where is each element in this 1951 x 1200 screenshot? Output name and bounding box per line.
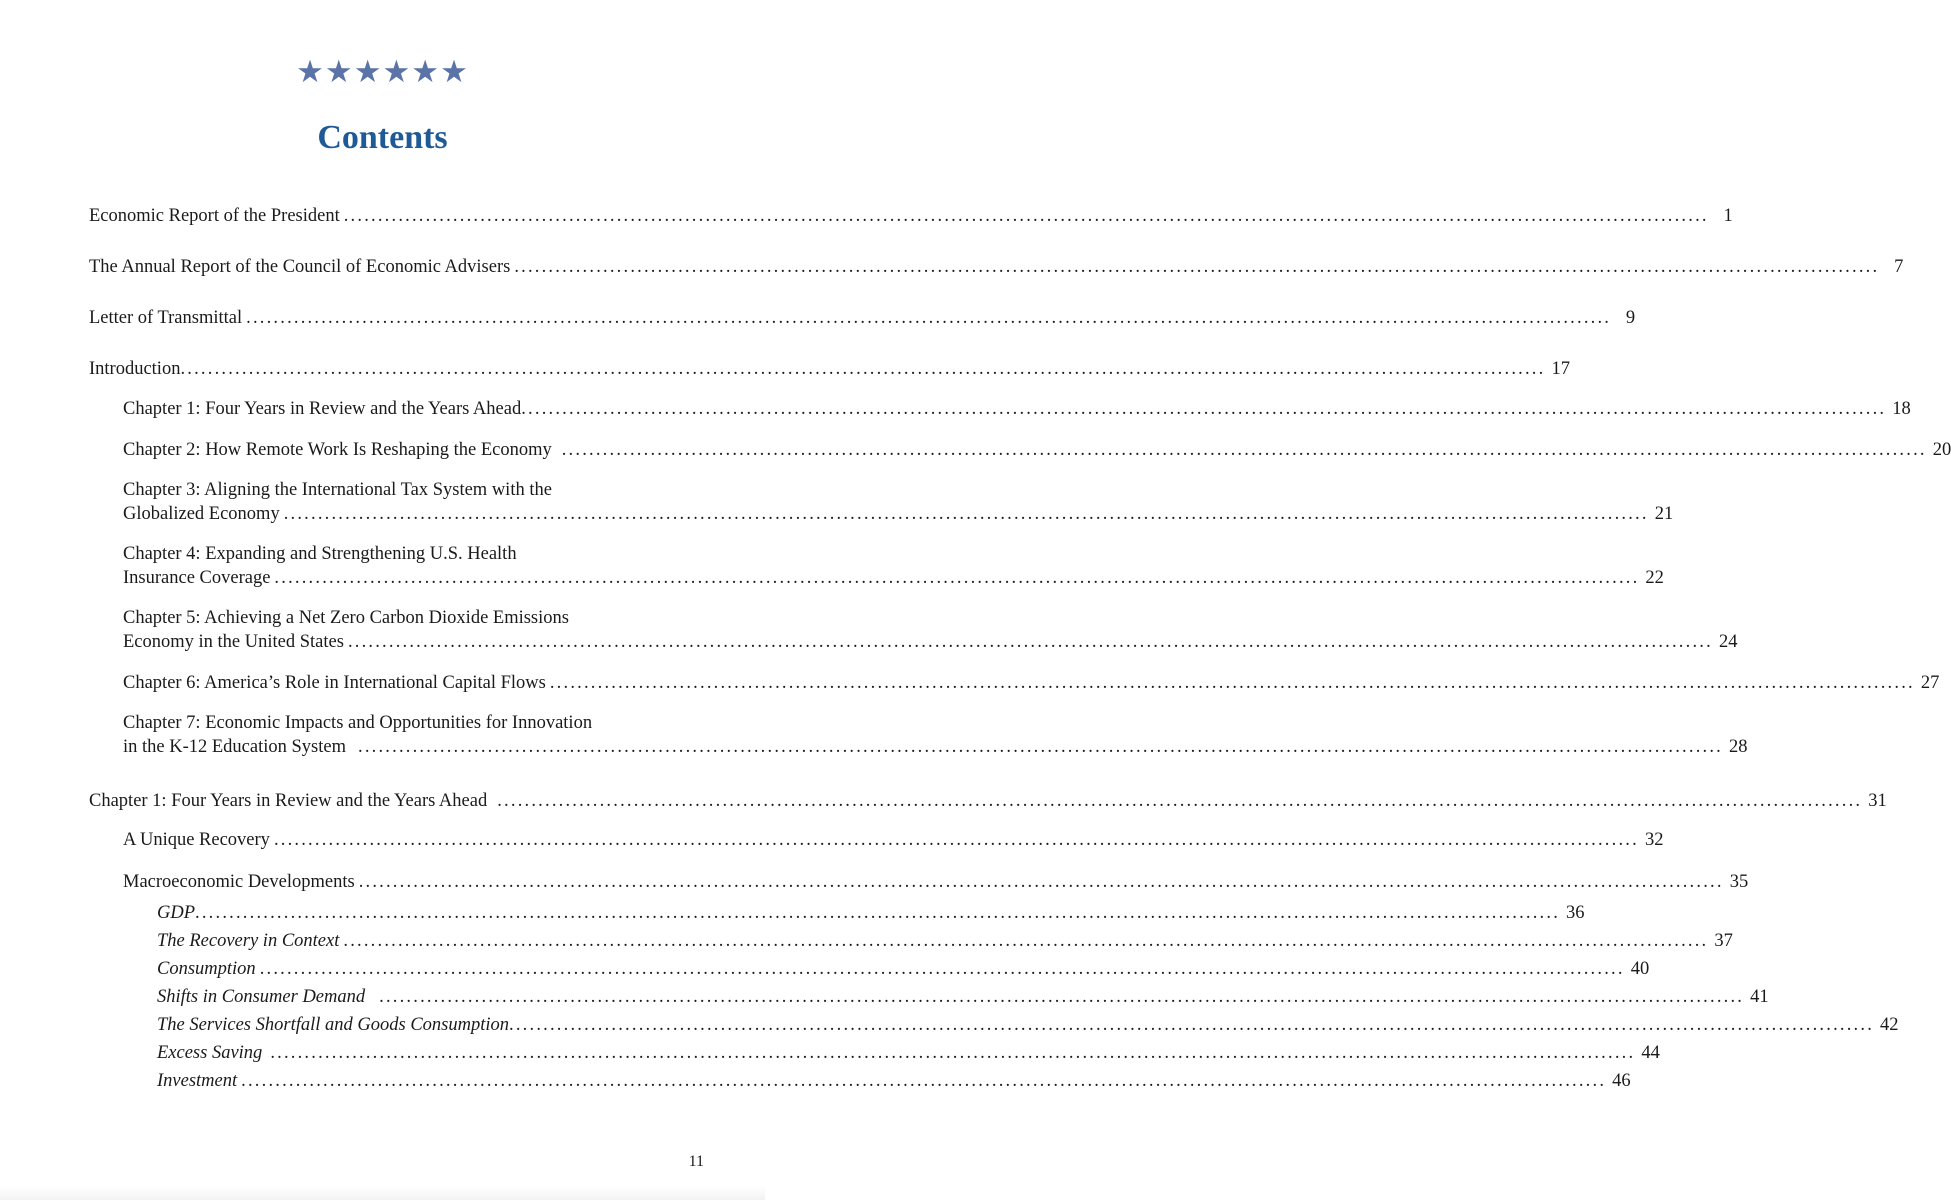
toc-entry-page: 20 [1932, 440, 1951, 460]
page-number: 11 [688, 1153, 704, 1170]
toc-entry-economic-report[interactable] [89, 204, 1733, 228]
toc-entry-page: 42 [1880, 1015, 1899, 1035]
toc-entry-text: A Unique Recovery [123, 830, 270, 850]
toc-entry-page: 44 [1641, 1043, 1660, 1063]
toc-entry-services-shortfall[interactable] [157, 1013, 1899, 1037]
toc-entry-page: 35 [1729, 872, 1749, 892]
toc-entry-intro-chapter-5-line1: Chapter 5: Achieving a Net Zero Carbon Dioxide Emissions [123, 608, 569, 628]
leader-dots: ........................................................................................................................................................................................................ [180, 359, 1546, 379]
toc-entry-intro-chapter-4[interactable] [123, 566, 1664, 590]
toc-entry-page: 40 [1630, 959, 1650, 979]
toc-entry-investment[interactable] [157, 1069, 1631, 1093]
toc-entry-page: 36 [1566, 903, 1585, 923]
toc-entry-text: Economy in the United States [123, 632, 344, 652]
leader-dots: ........................................................................................................................................................................................................ [514, 257, 1880, 277]
leader-dots: ........................................................................................................................................................................................................ [358, 737, 1723, 757]
toc-entry-page: 17 [1551, 359, 1570, 379]
toc-entry-text: Letter of Transmittal [89, 308, 243, 328]
toc-entry-text: Investment [157, 1071, 238, 1091]
leader-dots: ........................................................................................................................................................................................................ [549, 673, 1915, 693]
leader-dots: ........................................................................................................................................................................................................ [246, 308, 1612, 328]
leader-dots: ........................................................................................................................................................................................................ [343, 206, 1709, 226]
toc-entry-text: Chapter 1: Four Years in Review and the Years Ahead [123, 399, 522, 419]
toc-entry-page: 18 [1892, 399, 1911, 419]
toc-entry-intro-chapter-3[interactable] [123, 502, 1674, 526]
toc-entry-excess-saving[interactable] [157, 1041, 1660, 1065]
leader-dots: ........................................................................................................................................................................................................ [259, 959, 1625, 979]
leader-dots: ........................................................................................................................................................................................................ [521, 399, 1887, 419]
leader-dots: ........................................................................................................................................................................................................ [358, 872, 1724, 892]
toc-entry-page: 41 [1750, 987, 1769, 1007]
leader-dots: ........................................................................................................................................................................................................ [270, 1043, 1636, 1063]
toc-entry-page: 32 [1644, 830, 1664, 850]
toc-entry-gdp[interactable] [157, 901, 1585, 925]
leader-dots: ........................................................................................................................................................................................................ [283, 504, 1649, 524]
toc-entry-text: Economic Report of the President [89, 206, 340, 226]
toc-entry-text: in the K-12 Education System [123, 737, 346, 757]
toc-entry-introduction[interactable] [89, 357, 1570, 381]
toc-entry-page: 27 [1920, 673, 1940, 693]
toc-entry-page: 46 [1612, 1071, 1631, 1091]
toc-entry-chapter-1[interactable] [89, 789, 1887, 813]
toc-entry-unique-recovery[interactable] [123, 828, 1664, 852]
toc-entry-annual-report[interactable] [89, 255, 1904, 279]
toc-entry-page: 28 [1729, 737, 1748, 757]
toc-entry-intro-chapter-3-line1: Chapter 3: Aligning the International Tax System with the [123, 480, 552, 500]
toc-entry-intro-chapter-4-line1: Chapter 4: Expanding and Strengthening U.S. Health [123, 544, 517, 564]
toc-entry-intro-chapter-2[interactable] [123, 438, 1951, 462]
leader-dots: ........................................................................................................................................................................................................ [241, 1071, 1607, 1091]
leader-dots: ........................................................................................................................................................................................................ [273, 830, 1639, 850]
toc-entry-letter-of-transmittal[interactable] [89, 306, 1636, 330]
toc-entry-intro-chapter-1[interactable] [123, 397, 1911, 421]
toc-entry-consumption[interactable] [157, 957, 1650, 981]
leader-dots: ........................................................................................................................................................................................................ [379, 987, 1745, 1007]
leader-dots: ........................................................................................................................................................................................................ [274, 568, 1640, 588]
toc-entry-macroeconomic-developments[interactable] [123, 870, 1749, 894]
toc-entry-text: Macroeconomic Developments [123, 872, 355, 892]
toc-entry-text: Chapter 2: How Remote Work Is Reshaping the Economy [123, 440, 552, 460]
leader-dots: ........................................................................................................................................................................................................ [561, 440, 1927, 460]
toc-entry-page: 7 [1894, 257, 1904, 277]
toc-entry-intro-chapter-6[interactable] [123, 671, 1940, 695]
toc-entry-text: Globalized Economy [123, 504, 280, 524]
toc-entry-text: GDP [157, 903, 196, 923]
toc-entry-page: 24 [1718, 632, 1738, 652]
toc-entry-page: 22 [1645, 568, 1664, 588]
toc-entry-text: Chapter 6: America’s Role in International Capital Flows [123, 673, 546, 693]
toc-entry-intro-chapter-7-line1: Chapter 7: Economic Impacts and Opportunities for Innovation [123, 713, 593, 733]
leader-dots: ........................................................................................................................................................................................................ [195, 903, 1561, 923]
page-title: Contents [317, 119, 448, 156]
toc-entry-text: Shifts in Consumer Demand [157, 987, 366, 1007]
toc-entry-page: 9 [1625, 308, 1636, 328]
leader-dots: ........................................................................................................................................................................................................ [347, 632, 1713, 652]
leader-dots: ........................................................................................................................................................................................................ [343, 931, 1709, 951]
toc-entry-page: 1 [1723, 206, 1733, 226]
leader-dots: ........................................................................................................................................................................................................ [509, 1015, 1875, 1035]
toc-entry-text: The Services Shortfall and Goods Consumption [157, 1015, 510, 1035]
toc-entry-text: Chapter 1: Four Years in Review and the Years Ahead [89, 791, 488, 811]
stars-ornament: ★★★★★★ [296, 54, 469, 89]
toc-entry-intro-chapter-7[interactable] [123, 735, 1748, 759]
toc-entry-shifts-in-consumer-demand[interactable] [157, 985, 1769, 1009]
toc-entry-recovery-in-context[interactable] [157, 929, 1733, 953]
toc-entry-text: The Annual Report of the Council of Economic Advisers [89, 257, 511, 277]
leader-dots: ........................................................................................................................................................................................................ [497, 791, 1863, 811]
toc-entry-text: The Recovery in Context [157, 931, 340, 951]
toc-entry-text: Consumption [157, 959, 256, 979]
page-bottom-shadow [0, 1186, 765, 1200]
toc-entry-page: 21 [1654, 504, 1674, 524]
toc-entry-text: Insurance Coverage [123, 568, 271, 588]
toc-entry-page: 37 [1714, 931, 1733, 951]
toc-entry-text: Excess Saving [157, 1043, 263, 1063]
toc-entry-intro-chapter-5[interactable] [123, 630, 1738, 654]
toc-entry-text: Introduction [89, 359, 181, 379]
toc-entry-page: 31 [1868, 791, 1887, 811]
